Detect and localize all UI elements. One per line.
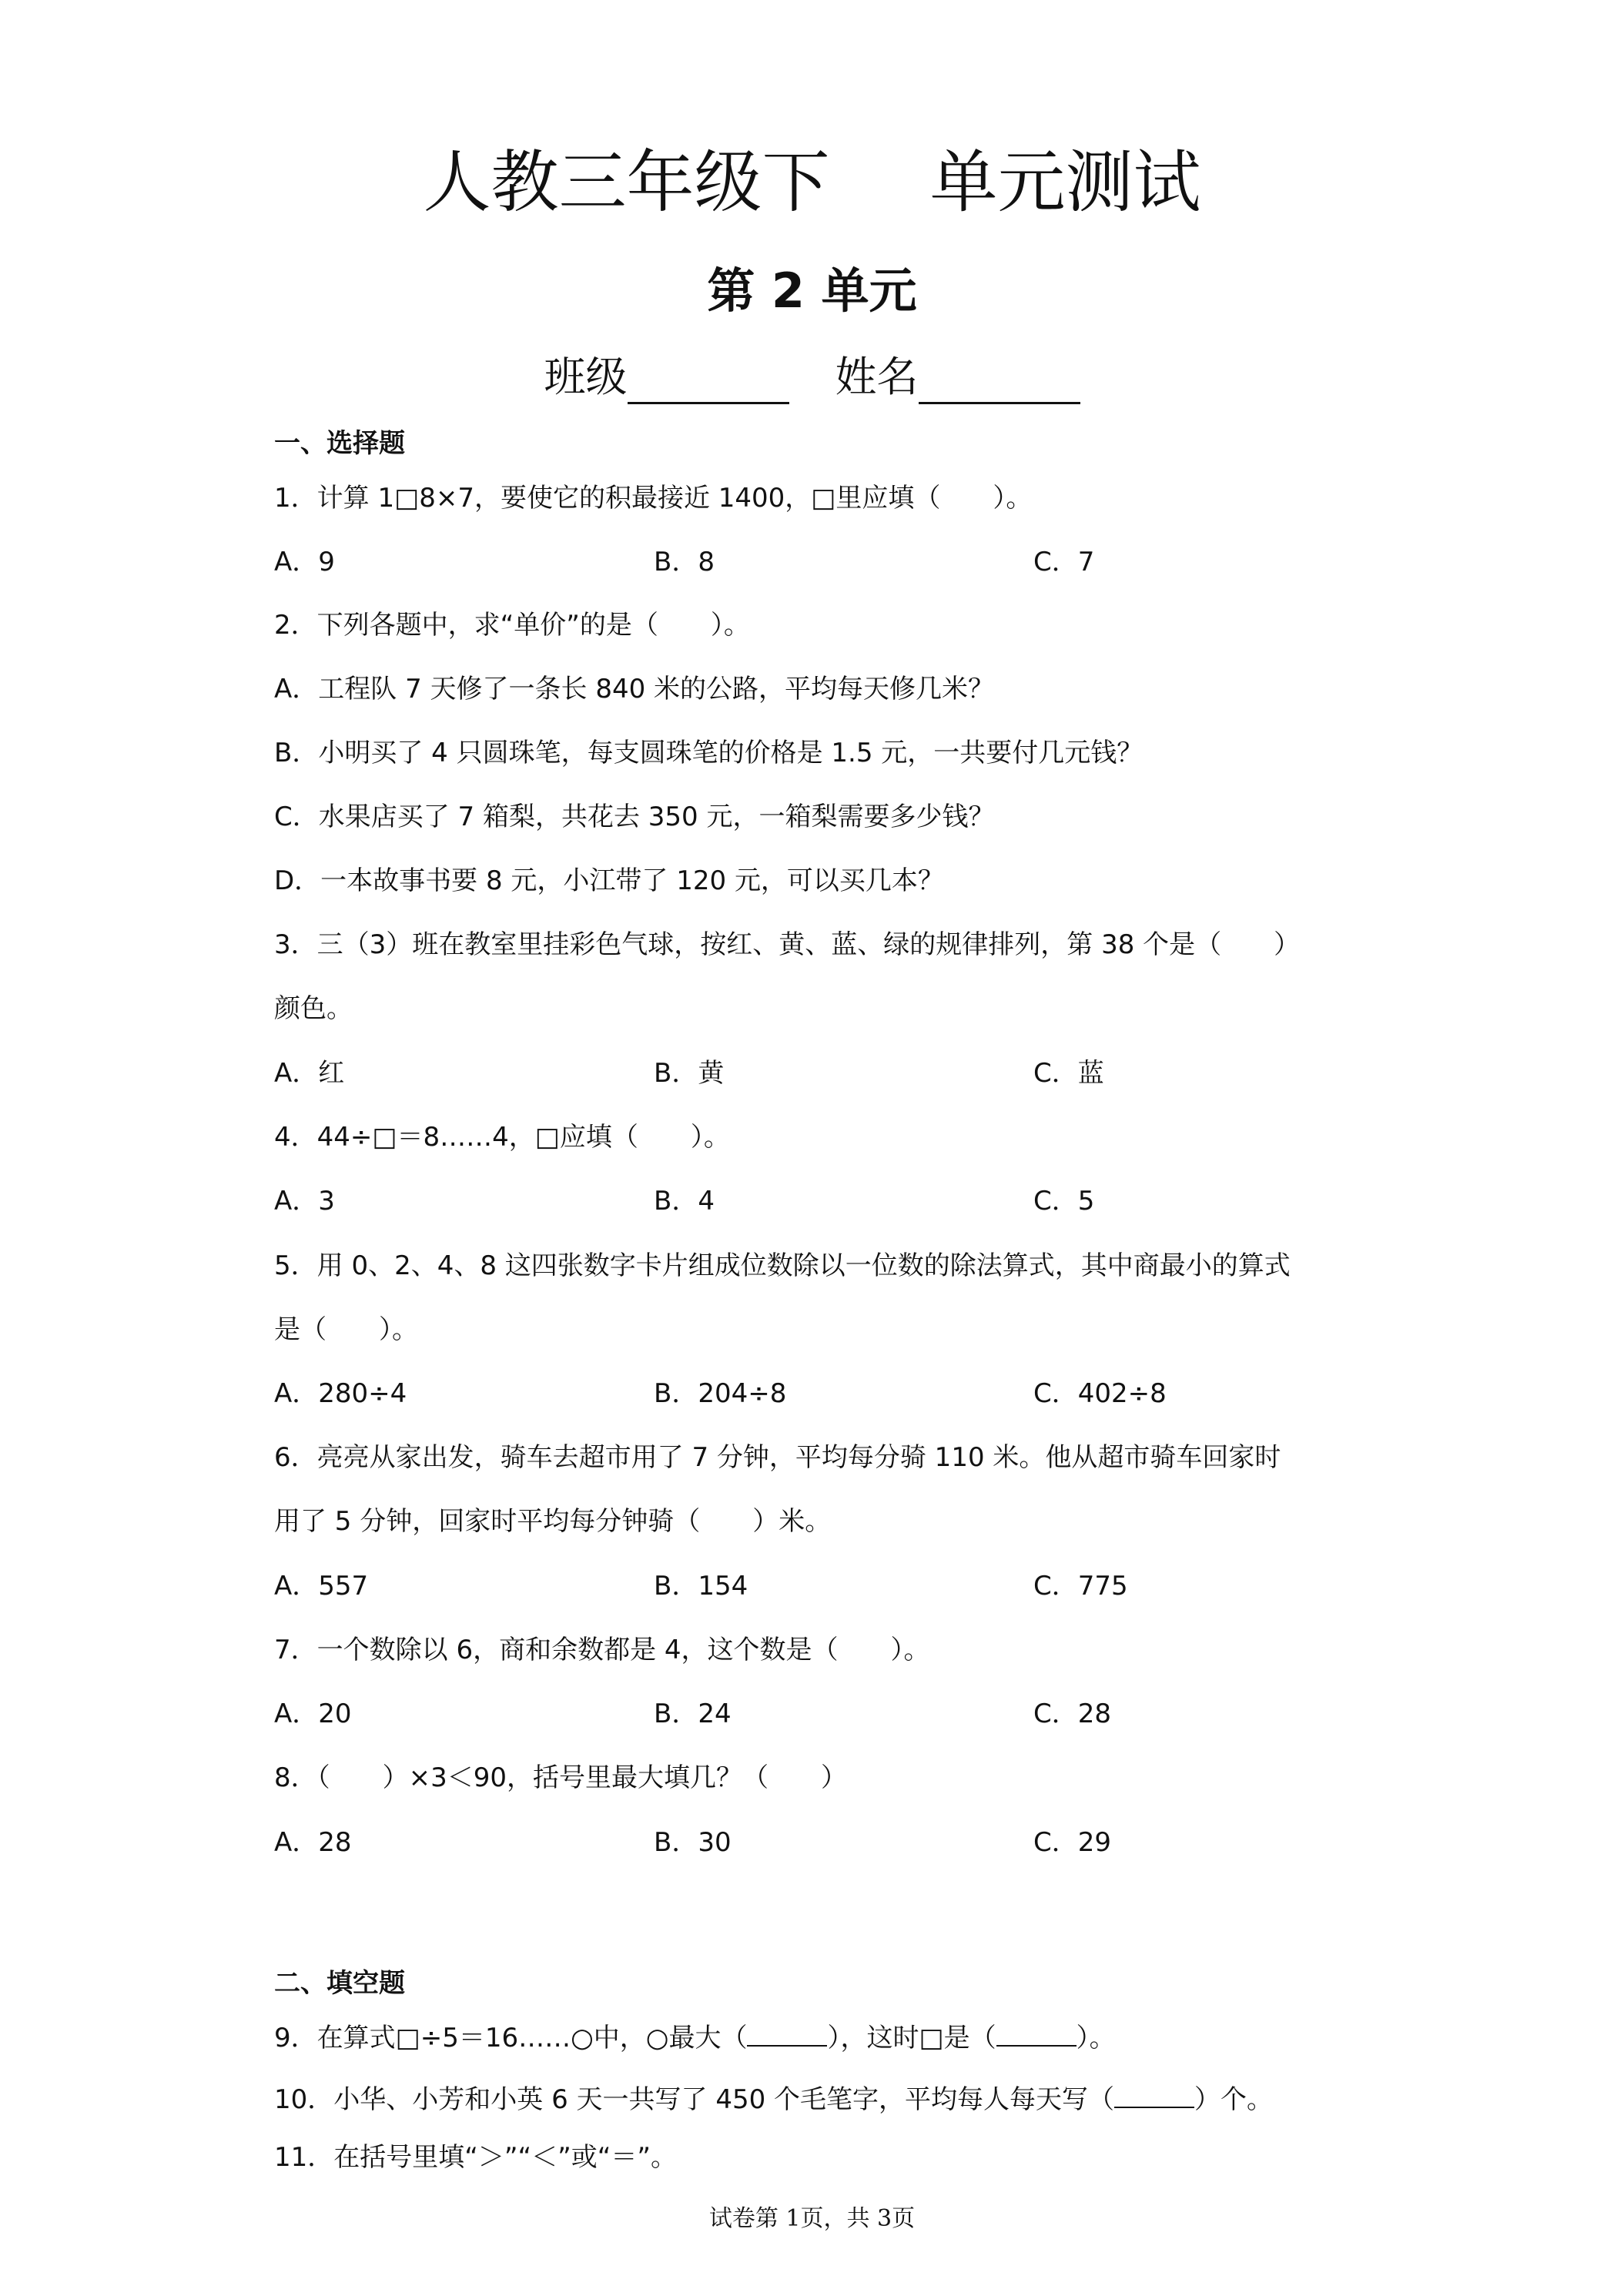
- q6-option-b: B．154: [654, 1571, 748, 1602]
- q4-option-c: C．5: [1033, 1186, 1095, 1217]
- q4-option-b: B．4: [654, 1186, 715, 1217]
- q3-option-c: C．蓝: [1033, 1058, 1104, 1089]
- q8-option-b: B．30: [654, 1827, 732, 1858]
- q10-text-1: 10．小华、小芳和小英 6 天一共写了 450 个毛笔字，平均每人每天写（: [274, 2084, 1115, 2115]
- title-left: 人教三年级下: [423, 142, 830, 222]
- title-right: 单元测试: [929, 142, 1201, 222]
- q9-text-3: ）。: [1076, 2023, 1116, 2053]
- page-title: [0, 140, 1624, 225]
- question-4: 4．44÷□＝8……4，□应填（ ）。: [274, 1122, 730, 1153]
- question-9: [274, 2019, 1116, 2055]
- q5-option-a: A．280÷4: [274, 1378, 407, 1409]
- question-3: 3．三（3）班在教室里挂彩色气球，按红、黄、蓝、绿的规律排列，第 38 个是（ ）: [274, 929, 1301, 960]
- question-5-line-2: 是（ ）。: [274, 1314, 418, 1345]
- class-name-line: [0, 350, 1624, 404]
- name-blank[interactable]: [919, 357, 1080, 404]
- q3-option-b: B．黄: [654, 1058, 725, 1089]
- q2-option-c: C．水果店买了 7 箱梨，共花去 350 元，一箱梨需要多少钱？: [274, 802, 995, 832]
- q7-option-b: B．24: [654, 1699, 732, 1729]
- q1-option-a: A．9: [274, 547, 335, 577]
- question-8: 8．（ ）×3＜90，括号里最大填几？（ ）: [274, 1762, 848, 1793]
- question-6-line-2: 用了 5 分钟，回家时平均每分钟骑（ ）米。: [274, 1506, 832, 1537]
- q6-option-c: C．775: [1033, 1571, 1128, 1602]
- q6-option-a: A．557: [274, 1571, 369, 1602]
- unit-heading: 第 2 单元: [707, 263, 917, 319]
- q7-option-a: A．20: [274, 1699, 352, 1729]
- class-label: 班级: [544, 353, 628, 401]
- question-7: 7．一个数除以 6，商和余数都是 4，这个数是（ ）。: [274, 1635, 930, 1665]
- q2-option-b: B．小明买了 4 只圆珠笔，每支圆珠笔的价格是 1.5 元，一共要付几元钱？: [274, 738, 1143, 768]
- q4-option-a: A．3: [274, 1186, 335, 1217]
- q7-option-c: C．28: [1033, 1699, 1112, 1729]
- q10-blank[interactable]: [1114, 2080, 1194, 2108]
- q2-option-a: A．工程队 7 天修了一条长 840 米的公路，平均每天修几米？: [274, 674, 995, 705]
- question-11: 11．在括号里填“＞”“＜”或“＝”。: [274, 2142, 677, 2173]
- page-footer: 试卷第 1页，共 3页: [708, 2205, 916, 2232]
- class-blank[interactable]: [628, 357, 789, 404]
- q1-option-c: C．7: [1033, 547, 1095, 577]
- q8-option-a: A．28: [274, 1827, 352, 1858]
- q5-option-c: C．402÷8: [1033, 1378, 1167, 1409]
- q8-option-c: C．29: [1033, 1827, 1112, 1858]
- q9-blank-1[interactable]: [747, 2019, 827, 2047]
- question-6: 6．亮亮从家出发，骑车去超市用了 7 分钟，平均每分骑 110 米。他从超市骑车回家时: [274, 1442, 1281, 1473]
- q9-text-1: 9．在算式□÷5＝16……○中，○最大（: [274, 2023, 748, 2053]
- q5-option-b: B．204÷8: [654, 1378, 787, 1409]
- section-fill-title: 二、填空题: [274, 1968, 405, 1999]
- q10-text-2: ）个。: [1194, 2084, 1274, 2115]
- section-choice-title: 一、选择题: [274, 428, 405, 459]
- name-label: 姓名: [835, 353, 919, 401]
- question-10: [274, 2080, 1273, 2117]
- question-1: 1．计算 1□8×7，要使它的积最接近 1400，□里应填（ ）。: [274, 483, 1033, 514]
- question-3-line-2: 颜色。: [274, 993, 353, 1024]
- q3-option-a: A．红: [274, 1058, 345, 1089]
- question-5: 5．用 0、2、4、8 这四张数字卡片组成位数除以一位数的除法算式，其中商最小的算式: [274, 1250, 1291, 1281]
- q9-blank-2[interactable]: [996, 2019, 1077, 2047]
- question-2: 2．下列各题中，求“单价”的是（ ）。: [274, 610, 750, 641]
- q2-option-d: D．一本故事书要 8 元，小江带了 120 元，可以买几本？: [274, 865, 944, 896]
- q1-option-b: B．8: [654, 547, 715, 577]
- q9-text-2: ），这时□是（: [827, 2023, 996, 2053]
